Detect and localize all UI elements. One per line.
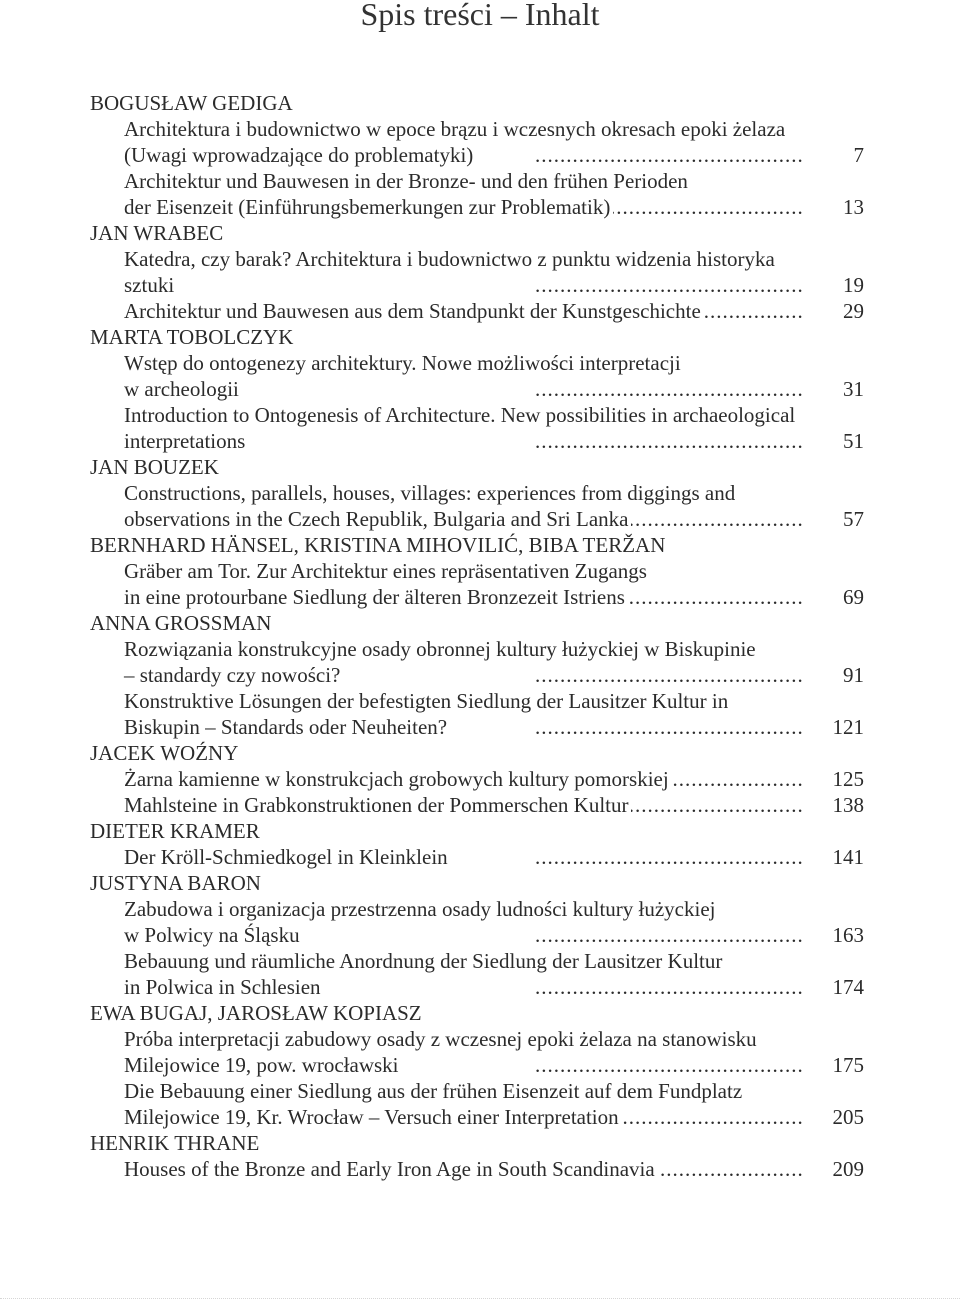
toc-author: ANNA GROSSMAN	[90, 611, 272, 635]
toc-entry-title: Milejowice 19, pow. wrocławski	[124, 1053, 402, 1077]
toc-entry-title: Żarna kamienne w konstrukcjach grobowych kultury pomorskiej	[124, 767, 672, 791]
dot-leader	[535, 714, 805, 740]
toc-entry-line	[0, 480, 960, 506]
toc-author: HENRIK THRANE	[90, 1131, 260, 1155]
toc-author: JAN BOUZEK	[90, 455, 219, 479]
toc-entry-title: in eine protourbane Siedlung der älteren Bronzezeit Istriens	[124, 585, 628, 609]
page-number: 138	[832, 793, 864, 817]
page-number: 29	[843, 299, 864, 323]
toc-author: BERNHARD HÄNSEL, KRISTINA MIHOVILIĆ, BIBA TERŽAN	[90, 533, 666, 557]
toc-entry-line	[0, 168, 960, 194]
toc-entry-title: Der Kröll-Schmiedkogel in Kleinklein	[124, 845, 451, 869]
dot-leader	[535, 376, 805, 402]
toc-entry-line	[0, 714, 960, 740]
toc-entry-title: – standardy czy nowości?	[124, 663, 343, 687]
toc-entry-title: Architektura i budownictwo w epoce brązu i wczesnych okresach epoki żelaza	[124, 117, 788, 141]
toc-entry-title: Constructions, parallels, houses, villages: experiences from diggings and	[124, 481, 738, 505]
page-number: 163	[832, 923, 864, 947]
toc-entry-line	[0, 272, 960, 298]
toc-author: JUSTYNA BARON	[90, 871, 261, 895]
toc-entry-title: Architektur und Bauwesen aus dem Standpunkt der Kunstgeschichte	[124, 299, 704, 323]
page-number: 125	[832, 767, 864, 791]
page-number: 7	[853, 143, 864, 167]
page-number: 175	[832, 1053, 864, 1077]
toc-entry-title: Próba interpretacji zabudowy osady z wczesnej epoki żelaza na stanowisku	[124, 1027, 760, 1051]
toc-entry-line	[0, 194, 960, 220]
toc-entry-line	[0, 1052, 960, 1078]
page-number: 31	[843, 377, 864, 401]
page-number: 57	[843, 507, 864, 531]
page-number: 13	[843, 195, 864, 219]
toc-entry-line	[0, 428, 960, 454]
dot-leader	[535, 662, 805, 688]
toc-entry-line	[0, 922, 960, 948]
toc-entry-line	[0, 350, 960, 376]
toc-entry-title: Katedra, czy barak? Architektura i budownictwo z punktu widzenia historyka	[124, 247, 778, 271]
toc-author: EWA BUGAJ, JAROSŁAW KOPIASZ	[90, 1001, 422, 1025]
page-number: 141	[832, 845, 864, 869]
toc-author: DIETER KRAMER	[90, 819, 260, 843]
page-number: 51	[843, 429, 864, 453]
page-number: 19	[843, 273, 864, 297]
toc-entry-title: Die Bebauung einer Siedlung aus der frühen Eisenzeit auf dem Fundplatz	[124, 1079, 745, 1103]
toc-entry-line	[0, 584, 960, 610]
toc-entry-title: Zabudowa i organizacja przestrzenna osady ludności kultury łużyckiej	[124, 897, 719, 921]
dot-leader	[535, 428, 805, 454]
toc-entry-line	[0, 688, 960, 714]
toc-author: JAN WRABEC	[90, 221, 224, 245]
toc-author: BOGUSŁAW GEDIGA	[90, 91, 293, 115]
toc-entry-line	[0, 662, 960, 688]
toc-entry-line	[0, 1078, 960, 1104]
toc-entry-title: (Uwagi wprowadzające do problematyki)	[124, 143, 476, 167]
toc-entry-title: Architektur und Bauwesen in der Bronze- und den frühen Perioden	[124, 169, 691, 193]
toc-entry-line	[0, 1156, 960, 1182]
toc-entry-title: Mahlsteine in Grabkonstruktionen der Pommerschen Kultur	[124, 793, 631, 817]
toc-entry-title: Konstruktive Lösungen der befestigten Siedlung der Lausitzer Kultur in	[124, 689, 731, 713]
page-number: 174	[832, 975, 864, 999]
table-of-contents	[0, 90, 960, 1182]
toc-entry-line	[0, 142, 960, 168]
dot-leader	[535, 1052, 805, 1078]
toc-entry-title: der Eisenzeit (Einführungsbemerkungen zur Problematik)	[124, 195, 613, 219]
toc-entry-line	[0, 948, 960, 974]
toc-entry-line	[0, 376, 960, 402]
toc-entry-line	[0, 558, 960, 584]
toc-entry-line	[0, 1104, 960, 1130]
toc-entry-title: w Polwicy na Śląsku	[124, 923, 303, 947]
toc-entry-title: Biskupin – Standards oder Neuheiten?	[124, 715, 450, 739]
toc-entry-line	[0, 844, 960, 870]
page-title: Spis treści – Inhalt	[360, 0, 600, 32]
toc-entry-title: Wstęp do ontogenezy architektury. Nowe możliwości interpretacji	[124, 351, 684, 375]
toc-entry-line	[0, 766, 960, 792]
toc-entry-line	[0, 1026, 960, 1052]
page-number: 69	[843, 585, 864, 609]
toc-entry-line	[0, 506, 960, 532]
toc-entry-title: w archeologii	[124, 377, 242, 401]
bottom-divider	[0, 1298, 960, 1300]
toc-entry-line	[0, 636, 960, 662]
page-number: 205	[832, 1105, 864, 1129]
dot-leader	[535, 974, 805, 1000]
toc-entry-title: Introduction to Ontogenesis of Architecture. New possibilities in archaeological	[124, 403, 798, 427]
toc-author: JACEK WOŹNY	[90, 741, 239, 765]
page-number: 209	[832, 1157, 864, 1181]
toc-entry-line	[0, 116, 960, 142]
toc-entry-title: interpretations	[124, 429, 248, 453]
toc-entry-title: Gräber am Tor. Zur Architektur eines repräsentativen Zugangs	[124, 559, 650, 583]
toc-author: MARTA TOBOLCZYK	[90, 325, 294, 349]
toc-entry-line	[0, 298, 960, 324]
toc-entry-title: sztuki	[124, 273, 177, 297]
toc-entry-line	[0, 402, 960, 428]
page-number: 121	[832, 715, 864, 739]
toc-entry-title: Rozwiązania konstrukcyjne osady obronnej kultury łużyckiej w Biskupinie	[124, 637, 759, 661]
toc-entry-title: Houses of the Bronze and Early Iron Age in South Scandinavia	[124, 1157, 658, 1181]
dot-leader	[535, 844, 805, 870]
dot-leader	[535, 922, 805, 948]
dot-leader	[535, 142, 805, 168]
toc-entry-title: Milejowice 19, Kr. Wrocław – Versuch einer Interpretation	[124, 1105, 622, 1129]
toc-entry-line	[0, 246, 960, 272]
toc-entry-line	[0, 896, 960, 922]
toc-entry-line	[0, 792, 960, 818]
dot-leader	[535, 272, 805, 298]
toc-entry-title: Bebauung und räumliche Anordnung der Siedlung der Lausitzer Kultur	[124, 949, 725, 973]
toc-entry-line	[0, 974, 960, 1000]
page-number: 91	[843, 663, 864, 687]
toc-entry-title: in Polwica in Schlesien	[124, 975, 324, 999]
toc-entry-title: observations in the Czech Republik, Bulgaria and Sri Lanka	[124, 507, 631, 531]
